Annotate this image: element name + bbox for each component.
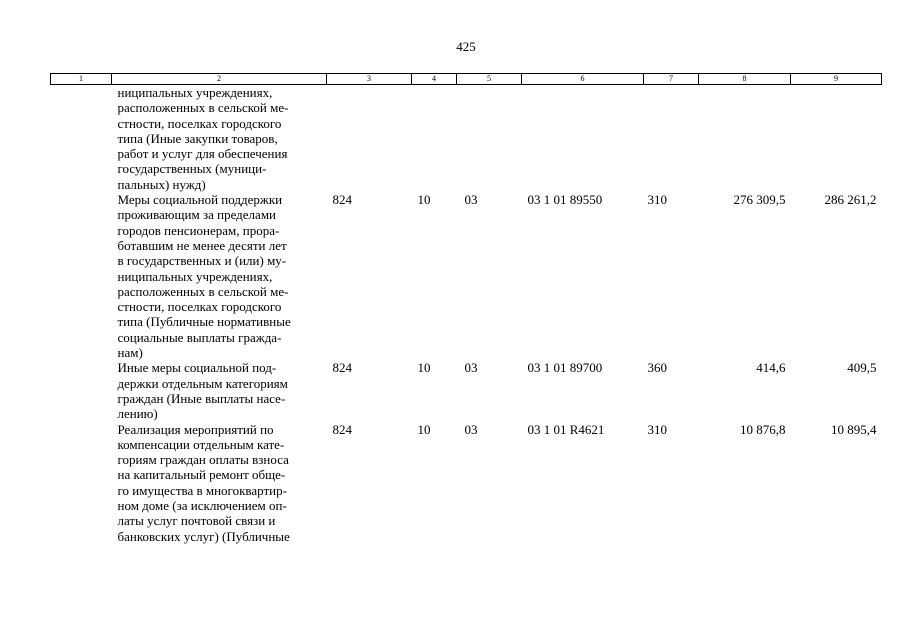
header-col-2: 2 xyxy=(112,74,327,85)
cell-expense-type xyxy=(644,85,699,193)
cell-subsection: 03 xyxy=(464,360,478,376)
cell-amount-year-2: 409,5 xyxy=(847,360,877,376)
header-col-7: 7 xyxy=(644,74,699,85)
cell-name xyxy=(112,85,327,193)
name-line: ниципальных учреждениях, xyxy=(117,268,273,284)
name-line: типа (Иные закупки товаров, xyxy=(117,130,278,146)
cell-ministry-code: 824 xyxy=(332,421,352,437)
cell-col-1 xyxy=(51,422,112,544)
table-row xyxy=(51,360,882,421)
cell-amount-year-1: 10 876,8 xyxy=(740,421,786,437)
cell-amount-year-1: 414,6 xyxy=(756,360,786,376)
cell-name xyxy=(112,192,327,360)
cell-section: 10 xyxy=(417,360,431,376)
name-line: социальные выплаты гражда- xyxy=(117,329,282,345)
name-line: городов пенсионерам, прора- xyxy=(117,222,280,238)
cell-amount-year-2 xyxy=(791,85,882,193)
table-body xyxy=(51,85,882,544)
name-line: на капитальный ремонт обще- xyxy=(117,467,286,483)
header-row xyxy=(51,74,882,85)
name-line: проживающим за пределами xyxy=(117,207,277,223)
cell-col-1 xyxy=(51,192,112,360)
cell-amount-year-1: 276 309,5 xyxy=(733,192,786,208)
cell-col-1 xyxy=(51,360,112,421)
header-col-9: 9 xyxy=(791,74,882,85)
name-line: лению) xyxy=(117,406,158,422)
cell-expense-type: 310 xyxy=(647,421,667,437)
cell-target-article: 03 1 01 R4621 xyxy=(527,421,605,437)
cell-name xyxy=(112,422,327,544)
cell-expense-type: 360 xyxy=(647,360,667,376)
name-line: стности, поселках городского xyxy=(117,299,282,315)
cell-target-article: 03 1 01 89550 xyxy=(527,192,603,208)
cell-ministry-code: 824 xyxy=(332,192,352,208)
name-line: граждан (Иные выплаты насе- xyxy=(117,390,286,406)
cell-target-article: 03 1 01 89700 xyxy=(527,360,603,376)
name-line: государственных (муници- xyxy=(117,161,267,177)
name-line: ботавшим не менее десяти лет xyxy=(117,237,287,253)
table-row xyxy=(51,85,882,193)
cell-section: 10 xyxy=(417,192,431,208)
name-line: расположенных в сельской ме- xyxy=(117,283,289,299)
name-line: Реализация мероприятий по xyxy=(117,421,274,437)
name-line: стности, поселках городского xyxy=(117,115,282,131)
header-col-6: 6 xyxy=(522,74,644,85)
name-line: пальных) нужд) xyxy=(117,176,206,192)
name-line: компенсации отдельным кате- xyxy=(117,436,285,452)
name-line: Меры социальной поддержки xyxy=(117,192,283,208)
name-line: нам) xyxy=(117,345,143,361)
cell-amount-year-2: 10 895,4 xyxy=(831,421,877,437)
name-line: ном доме (за исключением оп- xyxy=(117,498,287,514)
cell-name xyxy=(112,360,327,421)
cell-target-article xyxy=(522,85,644,193)
cell-amount-year-2: 286 261,2 xyxy=(824,192,877,208)
cell-expense-type: 310 xyxy=(647,192,667,208)
name-line: Иные меры социальной под- xyxy=(117,360,277,376)
header-col-5: 5 xyxy=(457,74,522,85)
page-number: 425 xyxy=(456,39,476,54)
cell-ministry-code: 824 xyxy=(332,360,352,376)
header-col-8: 8 xyxy=(699,74,791,85)
name-line: в государственных и (или) му- xyxy=(117,253,287,269)
table-row xyxy=(51,192,882,360)
cell-amount-year-1 xyxy=(699,85,791,193)
cell-section: 10 xyxy=(417,421,431,437)
cell-ministry-code xyxy=(327,85,412,193)
cell-subsection: 03 xyxy=(464,421,478,437)
header-col-4: 4 xyxy=(412,74,457,85)
name-line: латы услуг почтовой связи и xyxy=(117,513,276,529)
table-row xyxy=(51,422,882,544)
name-line: расположенных в сельской ме- xyxy=(117,100,289,116)
name-line: ниципальных учреждениях, xyxy=(117,85,273,100)
cell-subsection xyxy=(457,85,522,193)
table-header xyxy=(51,74,882,85)
header-col-1: 1 xyxy=(51,74,112,85)
name-line: держки отдельным категориям xyxy=(117,375,288,391)
header-col-3: 3 xyxy=(327,74,412,85)
cell-col-1 xyxy=(51,85,112,193)
name-line: типа (Публичные нормативные xyxy=(117,314,291,330)
name-line: банковских услуг) (Публичные xyxy=(117,528,290,544)
cell-section xyxy=(412,85,457,193)
budget-table xyxy=(50,73,882,544)
name-line: гориям граждан оплаты взноса xyxy=(117,452,289,468)
cell-subsection: 03 xyxy=(464,192,478,208)
name-line: работ и услуг для обеспечения xyxy=(117,146,288,162)
name-line: го имущества в многоквартир- xyxy=(117,482,287,498)
